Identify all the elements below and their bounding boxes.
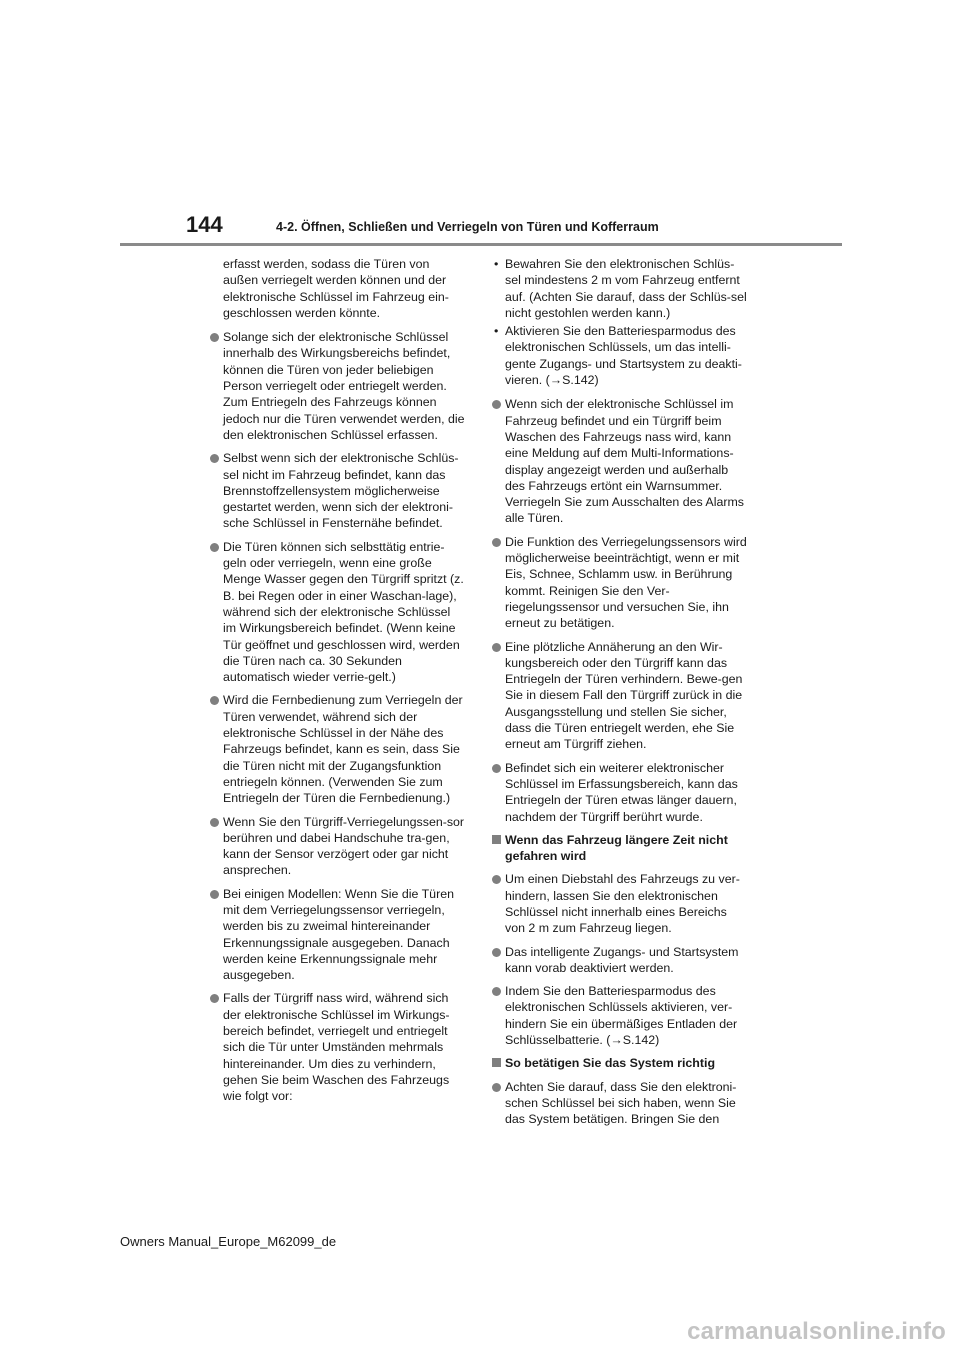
footer-document-id: Owners Manual_Europe_M62099_de — [120, 1234, 337, 1249]
dash-list-item — [492, 256, 748, 321]
list-item-text: Befindet sich ein weiterer elektronischer Schlüssel im Erfassungsbereich, kann das Entriegeln der Türen etwas länger dauern, nachdem der Türgriff berührt wurde. — [505, 760, 738, 824]
bullet-circle-icon — [492, 948, 501, 957]
list-item-text: Selbst wenn sich der elektronische Schlüs-sel nicht im Fahrzeug befindet, kann das Brennstoffzellensystem möglicherweise gestartet werden, wenn sich der elektroni-sche Schlüssel in Fensternähe befindet. — [223, 451, 459, 531]
list-item-text: Das intelligente Zugangs- und Startsystem kann vorab deaktiviert werden. — [505, 944, 739, 975]
list-item-text: Die Türen können sich selbsttätig entrie-geln oder verriegeln, wenn eine große Menge Wasser gegen den Türgriff spritzt (z. B. bei Regen oder in einer Waschan-lage), während sich der elektronische Schlüssel im Wirkungsbereich befindet. (Wenn keine Tür geöffnet und geschlossen wird, werden die Türen nach ca. 30 Sekunden automatisch wieder verrie-gelt.) — [223, 539, 464, 685]
right-column — [492, 256, 748, 1135]
page-number: 144 — [186, 212, 223, 237]
list-item — [210, 886, 466, 984]
bullet-circle-icon — [492, 400, 501, 409]
list-item-text: Wird die Fernbedienung zum Verriegeln der Türen verwendet, während sich der elektronische Schlüssel in der Nähe des Fahrzeugs befindet, kann es sein, dass Sie die Türen nicht mit der Zugangsfunktion entriegeln können. (Verwenden Sie zum Entriegeln der Türen die Fernbedienung.) — [223, 693, 463, 806]
section-title: 4-2. Öffnen, Schließen und Verriegeln von Türen und Kofferraum — [276, 220, 659, 234]
bullet-circle-icon — [210, 543, 219, 552]
bullet-circle-icon — [492, 875, 501, 884]
bullet-circle-icon — [210, 994, 219, 1003]
list-item-text: Bei einigen Modellen: Wenn Sie die Türen mit dem Verriegelungssensor verriegeln, werden bis zu zweimal hintereinander Erkennungssignale ausgegeben. Danach werden keine Erkennungssignale mehr ausgegeben. — [223, 886, 454, 983]
small-dot-icon: • — [494, 257, 499, 271]
continuation-paragraph: erfasst werden, sodass die Türen von außen verriegelt werden können und der elektronische Schlüssel im Fahrzeug ein-geschlossen werden könnte. — [223, 257, 449, 320]
list-item — [492, 871, 748, 936]
left-column — [210, 256, 466, 1112]
list-item-text: Solange sich der elektronische Schlüssel innerhalb des Wirkungsbereichs befindet, können die Türen von jeder beliebigen Person verriegelt oder entriegelt werden. Zum Entriegeln des Fahrzeugs können jedoch nur die Türen verwendet werden, die den elektronischen Schlüssel erfassen. — [223, 330, 465, 442]
section-heading — [492, 832, 748, 865]
list-item — [492, 396, 748, 526]
bullet-circle-icon — [492, 1083, 501, 1092]
small-dot-icon: • — [494, 324, 499, 339]
list-item — [210, 539, 466, 686]
list-item — [210, 329, 466, 443]
bullet-circle-icon — [492, 764, 501, 773]
section-heading-text: Wenn das Fahrzeug längere Zeit nicht gefahren wird — [505, 832, 728, 864]
bullet-circle-icon — [210, 696, 219, 705]
dash-list-item-text: Aktivieren Sie den Batteriesparmodus des elektronischen Schlüssels, um das intelli-gente Zugangs- und Startsystem zu deakti-vieren. (→S.142) — [505, 324, 742, 388]
list-item — [210, 450, 466, 531]
bullet-circle-icon — [210, 890, 219, 899]
list-item — [210, 692, 466, 806]
section-heading — [492, 1055, 748, 1071]
list-item-text: Indem Sie den Batteriesparmodus des elektronischen Schlüssels aktivieren, ver-hindern Sie ein übermäßiges Entladen der Schlüsselbatterie. (→S.142) — [505, 984, 738, 1048]
dash-list-item-text: Bewahren Sie den elektronischen Schlüs-sel mindestens 2 m vom Fahrzeug entfernt auf. (Achten Sie darauf, dass der Schlüs-sel nicht gestohlen werden kann.) — [505, 257, 747, 320]
list-item — [210, 814, 466, 879]
bullet-circle-icon — [210, 333, 219, 342]
list-item-text: Wenn Sie den Türgriff-Verriegelungssen-sor berühren und dabei Handschuhe tra-gen, kann der Sensor verzögert oder gar nicht ansprechen. — [223, 814, 465, 878]
list-item — [492, 944, 748, 977]
list-item — [210, 990, 466, 1104]
bullet-circle-icon — [492, 987, 501, 996]
bullet-circle-icon — [492, 643, 501, 652]
list-item-text: Um einen Diebstahl des Fahrzeugs zu ver-hindern, lassen Sie den elektronischen Schlüssel nicht innerhalb eines Bereichs von 2 m zum Fahrzeug liegen. — [505, 872, 740, 936]
watermark: carmanualsonline.info — [687, 1318, 946, 1345]
bullet-circle-icon — [210, 454, 219, 463]
list-item — [492, 1079, 748, 1128]
section-heading-text: So betätigen Sie das System richtig — [505, 1056, 716, 1071]
list-item — [492, 534, 748, 632]
bullet-square-icon — [492, 835, 501, 844]
bullet-circle-icon — [492, 538, 501, 547]
list-item-text: Falls der Türgriff nass wird, während sich der elektronische Schlüssel im Wirkungs-bereich befindet, verriegelt und entriegelt sich die Tür unter Umständen mehrmals hintereinander. Um dies zu verhindern, gehen Sie beim Waschen des Fahrzeugs wie folgt vor: — [223, 991, 450, 1104]
list-item-text: Achten Sie darauf, dass Sie den elektroni-schen Schlüssel bei sich haben, wenn Sie das System betätigen. Bringen Sie den — [505, 1079, 737, 1127]
header-divider — [120, 243, 842, 246]
list-item-text: Wenn sich der elektronische Schlüssel im Fahrzeug befindet und ein Türgriff beim Waschen des Fahrzeugs nass wird, kann eine Meldung auf dem Multi-Informations-display angezeigt werden und außerhalb des Fahrzeugs ertönt ein Warnsummer. Verriegeln Sie zum Ausschalten des Alarms alle Türen. — [505, 397, 744, 526]
list-item — [492, 639, 748, 753]
bullet-circle-icon — [210, 818, 219, 827]
dash-list-item — [492, 323, 748, 388]
list-item-text: Eine plötzliche Annäherung an den Wir-kungsbereich oder den Türgriff kann das Entriegeln der Türen verhindern. Bewe-gen Sie in diesem Fall den Türgriff zurück in die Ausgangsstellung und stellen Sie sicher, dass die Türen entriegelt werden, ehe Sie erneut am Türgriff ziehen. — [505, 639, 743, 752]
list-item-text: Die Funktion des Verriegelungssensors wird möglicherweise beeinträchtigt, wenn er mit Eis, Schnee, Schlamm usw. in Berührung kommt. Reinigen Sie den Ver-riegelungssensor und versuchen Sie, ihn erneut zu betätigen. — [505, 534, 747, 631]
list-item — [492, 760, 748, 825]
list-item — [492, 983, 748, 1048]
bullet-square-icon — [492, 1058, 501, 1067]
